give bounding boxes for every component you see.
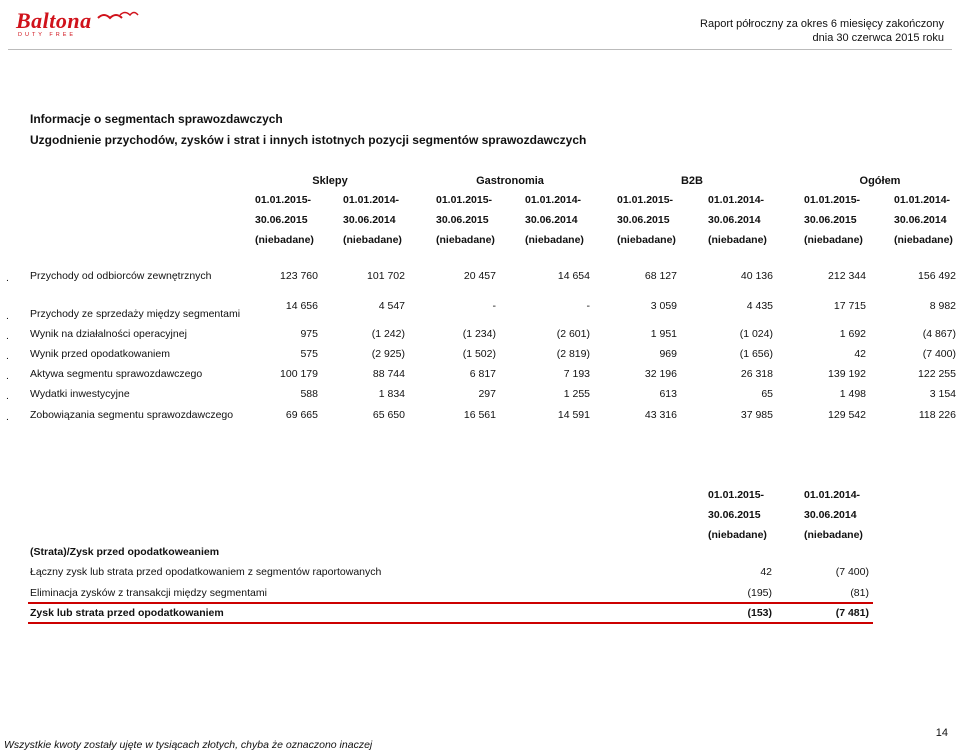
group-header: Ogółem <box>859 175 901 187</box>
table-cell: 156 492 <box>918 270 956 282</box>
row-bullet: . <box>6 370 9 382</box>
report-header <box>700 17 944 45</box>
table-cell: 32 196 <box>644 368 677 380</box>
row-label: Przychody od odbiorców zewnętrznych <box>30 270 212 282</box>
period-header-line: (niebadane) <box>436 234 495 246</box>
period-column-header <box>708 485 767 545</box>
table-cell: 65 <box>761 388 773 400</box>
table-cell: (153) <box>747 607 772 619</box>
red-divider <box>28 622 873 624</box>
red-divider <box>28 602 873 604</box>
footer-note: Wszystkie kwoty zostały ujęte w tysiącach złotych, chyba że oznaczono inaczej <box>4 739 373 751</box>
table-cell: 8 982 <box>929 300 956 312</box>
period-header-line: 30.06.2015 <box>708 509 761 521</box>
period-header-line: (niebadane) <box>255 234 314 246</box>
table-cell: 1 951 <box>650 328 677 340</box>
period-header-line: 01.01.2015- <box>436 194 493 206</box>
group-header: Sklepy <box>312 175 348 187</box>
table-cell: (81) <box>850 587 869 599</box>
table-cell: 26 318 <box>740 368 773 380</box>
table-cell: 16 561 <box>463 409 496 421</box>
row-label: Zobowiązania segmentu sprawozdawczego <box>30 409 234 421</box>
table-cell: 40 136 <box>740 270 773 282</box>
period-header-line: 01.01.2015- <box>255 194 312 206</box>
period-column-header <box>708 190 767 250</box>
period-column-header <box>617 190 676 250</box>
period-header-line: 30.06.2014 <box>894 214 947 226</box>
baltona-logo <box>12 8 142 44</box>
table-cell: (2 601) <box>556 328 590 340</box>
period-header-line: (niebadane) <box>525 234 584 246</box>
row-label: Przychody ze sprzedaży między segmentami <box>30 308 241 320</box>
period-header-line: 01.01.2015- <box>617 194 674 206</box>
table-cell: 20 457 <box>463 270 496 282</box>
period-header-line: (niebadane) <box>617 234 676 246</box>
period-header-line: 01.01.2014- <box>708 194 765 206</box>
table-cell: 4 435 <box>746 300 773 312</box>
table-cell: 1 834 <box>378 388 405 400</box>
period-header-line: 01.01.2014- <box>343 194 400 206</box>
row-label: Łączny zysk lub strata przed opodatkowaniem z segmentów raportowanych <box>30 566 382 578</box>
period-header-line: (niebadane) <box>894 234 953 246</box>
period-header-line: 30.06.2015 <box>617 214 670 226</box>
table-cell: 975 <box>300 328 318 340</box>
row-label: Wynik przed opodatkowaniem <box>30 348 170 360</box>
table-cell: 122 255 <box>918 368 956 380</box>
table-cell: - <box>586 300 590 312</box>
period-header-line: 01.01.2015- <box>708 489 765 501</box>
table-cell: 297 <box>478 388 496 400</box>
report-header-line1: Raport półroczny za okres 6 miesięcy zakończony <box>700 18 944 30</box>
table-cell: (7 400) <box>835 566 869 578</box>
row-bullet: . <box>6 350 9 362</box>
table-cell: 3 059 <box>650 300 677 312</box>
table-cell: 42 <box>854 348 866 360</box>
table-cell: 123 760 <box>280 270 318 282</box>
period-header-line: 30.06.2015 <box>436 214 489 226</box>
table-cell: 4 547 <box>378 300 405 312</box>
period-column-header <box>804 190 863 250</box>
period-header-line: 30.06.2015 <box>804 214 857 226</box>
table-cell: 37 985 <box>740 409 773 421</box>
table-cell: - <box>492 300 496 312</box>
row-bullet: . <box>6 330 9 342</box>
row-bullet: . <box>6 310 9 322</box>
period-header-line: (niebadane) <box>804 234 863 246</box>
table-cell: 613 <box>659 388 677 400</box>
logo-subtitle: DUTY FREE <box>18 32 77 38</box>
table-cell: 139 192 <box>828 368 866 380</box>
table-cell: 43 316 <box>644 409 677 421</box>
table-cell: 575 <box>300 348 318 360</box>
table-cell: 129 542 <box>828 409 866 421</box>
row-bullet: . <box>6 272 9 284</box>
table-cell: 118 226 <box>918 409 956 421</box>
table-cell: (1 242) <box>371 328 405 340</box>
group-header: Gastronomia <box>476 175 544 187</box>
period-header-line: (niebadane) <box>708 529 767 541</box>
period-header-line: (niebadane) <box>804 529 863 541</box>
table-cell: 1 498 <box>839 388 866 400</box>
table-cell: (1 024) <box>739 328 773 340</box>
table-cell: (7 481) <box>835 607 869 619</box>
table-cell: 88 744 <box>372 368 405 380</box>
page-number: 14 <box>935 727 948 739</box>
row-bullet: . <box>6 390 9 402</box>
row-label: Wydatki inwestycyjne <box>30 388 130 400</box>
reconciliation-heading: (Strata)/Zysk przed opodatkoweaniem <box>30 546 220 558</box>
table-cell: 17 715 <box>833 300 866 312</box>
table-cell: (1 234) <box>462 328 496 340</box>
table-cell: 1 255 <box>563 388 590 400</box>
section-title: Informacje o segmentach sprawozdawczych <box>30 112 283 126</box>
period-header-line: 01.01.2014- <box>894 194 951 206</box>
table-cell: 69 665 <box>285 409 318 421</box>
table-cell: 100 179 <box>280 368 318 380</box>
table-cell: (7 400) <box>922 348 956 360</box>
table-cell: (2 925) <box>371 348 405 360</box>
period-header-line: (niebadane) <box>708 234 767 246</box>
table-cell: (1 502) <box>462 348 496 360</box>
period-column-header <box>255 190 314 250</box>
table-cell: 68 127 <box>644 270 677 282</box>
period-header-line: 30.06.2014 <box>804 509 857 521</box>
period-header-line: 01.01.2014- <box>525 194 582 206</box>
row-label: Wynik na działalności operacyjnej <box>30 328 187 340</box>
period-header-line: 30.06.2015 <box>255 214 308 226</box>
table-cell: 65 650 <box>372 409 405 421</box>
table-cell: 14 656 <box>285 300 318 312</box>
report-header-line2: dnia 30 czerwca 2015 roku <box>812 32 944 44</box>
period-header-line: 30.06.2014 <box>708 214 761 226</box>
table-cell: 1 692 <box>839 328 866 340</box>
table-cell: 212 344 <box>828 270 866 282</box>
table-cell: 101 702 <box>367 270 405 282</box>
row-bullet: . <box>6 411 9 423</box>
table-cell: 969 <box>659 348 677 360</box>
period-header-line: 30.06.2014 <box>343 214 396 226</box>
table-cell: 14 654 <box>557 270 590 282</box>
table-cell: (4 867) <box>922 328 956 340</box>
row-label: Aktywa segmentu sprawozdawczego <box>30 368 203 380</box>
period-header-line: (niebadane) <box>343 234 402 246</box>
period-header-line: 01.01.2015- <box>804 194 861 206</box>
period-column-header <box>804 485 863 545</box>
table-cell: 14 591 <box>557 409 590 421</box>
table-cell: 3 154 <box>929 388 956 400</box>
period-header-line: 01.01.2014- <box>804 489 861 501</box>
table-cell: 588 <box>300 388 318 400</box>
section-subtitle: Uzgodnienie przychodów, zysków i strat i innych istotnych pozycji segmentów sprawozdawczych <box>30 133 587 147</box>
table-cell: 42 <box>760 566 772 578</box>
row-label: Zysk lub strata przed opodatkowaniem <box>30 607 224 619</box>
table-cell: 6 817 <box>469 368 496 380</box>
table-cell: 7 193 <box>563 368 590 380</box>
table-cell: (195) <box>747 587 772 599</box>
table-cell: (1 656) <box>739 348 773 360</box>
group-header: B2B <box>680 175 703 187</box>
period-column-header <box>436 190 495 250</box>
period-column-header <box>894 190 953 250</box>
period-column-header <box>343 190 402 250</box>
table-cell: (2 819) <box>556 348 590 360</box>
row-label: Eliminacja zysków z transakcji między segmentami <box>30 587 267 599</box>
logo-text: Baltona <box>16 8 92 33</box>
period-column-header <box>525 190 584 250</box>
header-divider <box>8 49 952 50</box>
period-header-line: 30.06.2014 <box>525 214 578 226</box>
bird-icon <box>96 10 140 26</box>
